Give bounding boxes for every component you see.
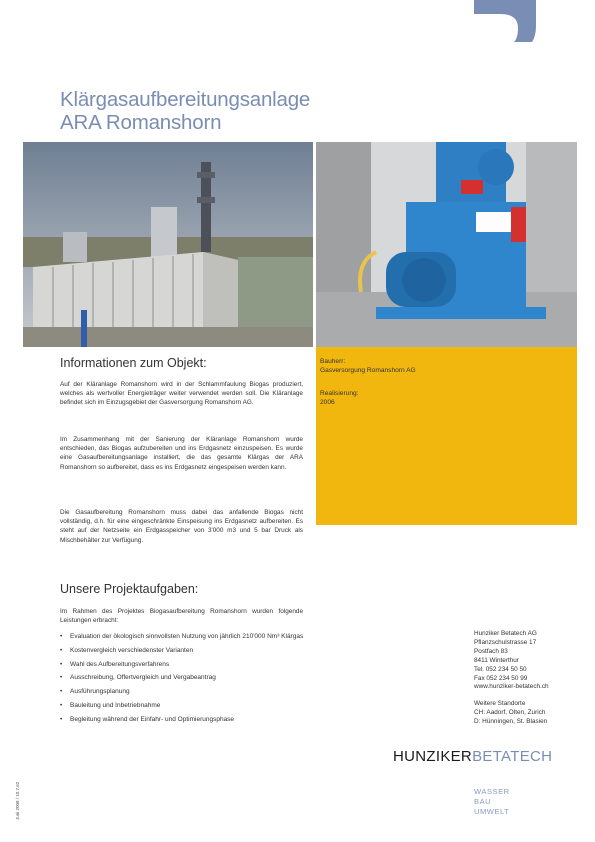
contact-fax: Fax 052 234 50 99	[474, 674, 528, 682]
contact-company: Hunziker Betatech AG	[474, 630, 537, 637]
list-item: • Evaluation der ökologisch sinnvollsten Nutzung von jährlich 210'000 Nm³ Klärgas	[60, 632, 310, 641]
list-item: • Bauleitung und Inbetriebnahme	[60, 701, 310, 710]
title-line-1: Klärgasaufbereitungsanlage	[60, 88, 311, 111]
info-paragraph-3: Die Gasaufbereitung Romanshorn muss dabei das anfallende Biogas nicht vollständig, d.h. für eine eingeschränkte Einspeisung ins Erdgasnetz aufbereiten. Es steht auf der Netzseite ein Erdgasspeicher von 3'000 m3 und 5 bar Druck als Mischbehälter zur Verfügung.	[60, 509, 303, 544]
contact-postbox: Postfach 83	[474, 647, 508, 655]
info-paragraph-2: Im Zusammenhang mit der Sanierung der Kläranlage Romanshorn wurde entschieden, das Biogas aufzubereiten und ins Erdgasnetz einzuspeisen. Es wurde eine Gasaufbereitungsanlage installiert, die das gesamte Klärgas der ARA Romanshorn so aufbereitet, dass es ins Erdgasnetz eingespeisen werden kann.	[60, 436, 303, 471]
realisierung-label: Realisierung:	[320, 390, 359, 397]
list-item: • Ausschreibung, Offertvergleich und Vergabeantrag	[60, 673, 310, 682]
info-paragraph-1: Auf der Kläranlage Romanshorn wird in der Schlammfaulung Biogas produziert, welches als wertvoller Energieträger weiter verwendet werden soll. Die Kläranlage befindet sich im Einzugsgebiet der Gasversorgung Romanshorn AG.	[60, 381, 303, 407]
realisierung-value: 2006	[320, 399, 335, 406]
list-item: • Kostenvergleich verschiedenster Varianten	[60, 646, 310, 655]
contact-website-link[interactable]: www.hunziker-betatech.ch	[474, 683, 549, 691]
contact-tel: Tel. 052 234 50 50	[474, 665, 527, 673]
list-item: • Ausführungsplanung	[60, 687, 310, 696]
list-item: • Begleitung während der Einfahr- und Optimierungsphase	[60, 715, 310, 724]
locations-de: D: Hünningen, St. Blasien	[474, 718, 548, 726]
tagline-umwelt: UMWELT	[474, 807, 510, 816]
tasks-heading: Unsere Projektaufgaben:	[60, 582, 199, 596]
page-title	[60, 88, 310, 134]
brand-logo	[393, 748, 552, 765]
logo-d-mark	[474, 0, 536, 42]
tagline-bau: BAU	[474, 797, 492, 806]
locations-ch: CH: Aadorf, Olten, Zurich	[474, 709, 546, 717]
project-facts-panel	[316, 347, 577, 525]
locations-label: Weitere Standorte	[474, 700, 526, 708]
info-heading: Informationen zum Objekt:	[60, 356, 207, 370]
photo-compressor-unit	[316, 142, 577, 347]
contact-city: 8411 Winterthur	[474, 656, 519, 664]
photo-plant-exterior	[23, 142, 313, 347]
tasks-intro: Im Rahmen des Projektes Biogasaufbereitung Romanshorn wurden folgende Leistungen erbracht:	[60, 608, 303, 625]
tagline-wasser: WASSER	[474, 787, 510, 796]
footer-code: Juni 2008 / 10.7.62	[15, 781, 20, 820]
contact-block	[474, 630, 589, 727]
brand-name-part-1: HUNZIKER	[393, 748, 473, 765]
title-line-2: ARA Romanshorn	[60, 111, 222, 134]
contact-street: Pflanzschulstrasse 17	[474, 638, 537, 646]
list-item: • Wahl des Aufbereitungsverfahrens	[60, 660, 310, 669]
brand-name-part-2: BETATECH	[472, 748, 553, 765]
bauherr-value: Gasversorgung Romanshorn AG	[320, 367, 416, 374]
brand-tagline	[474, 787, 510, 817]
task-list	[60, 632, 310, 729]
bauherr-label: Bauherr:	[320, 358, 346, 365]
